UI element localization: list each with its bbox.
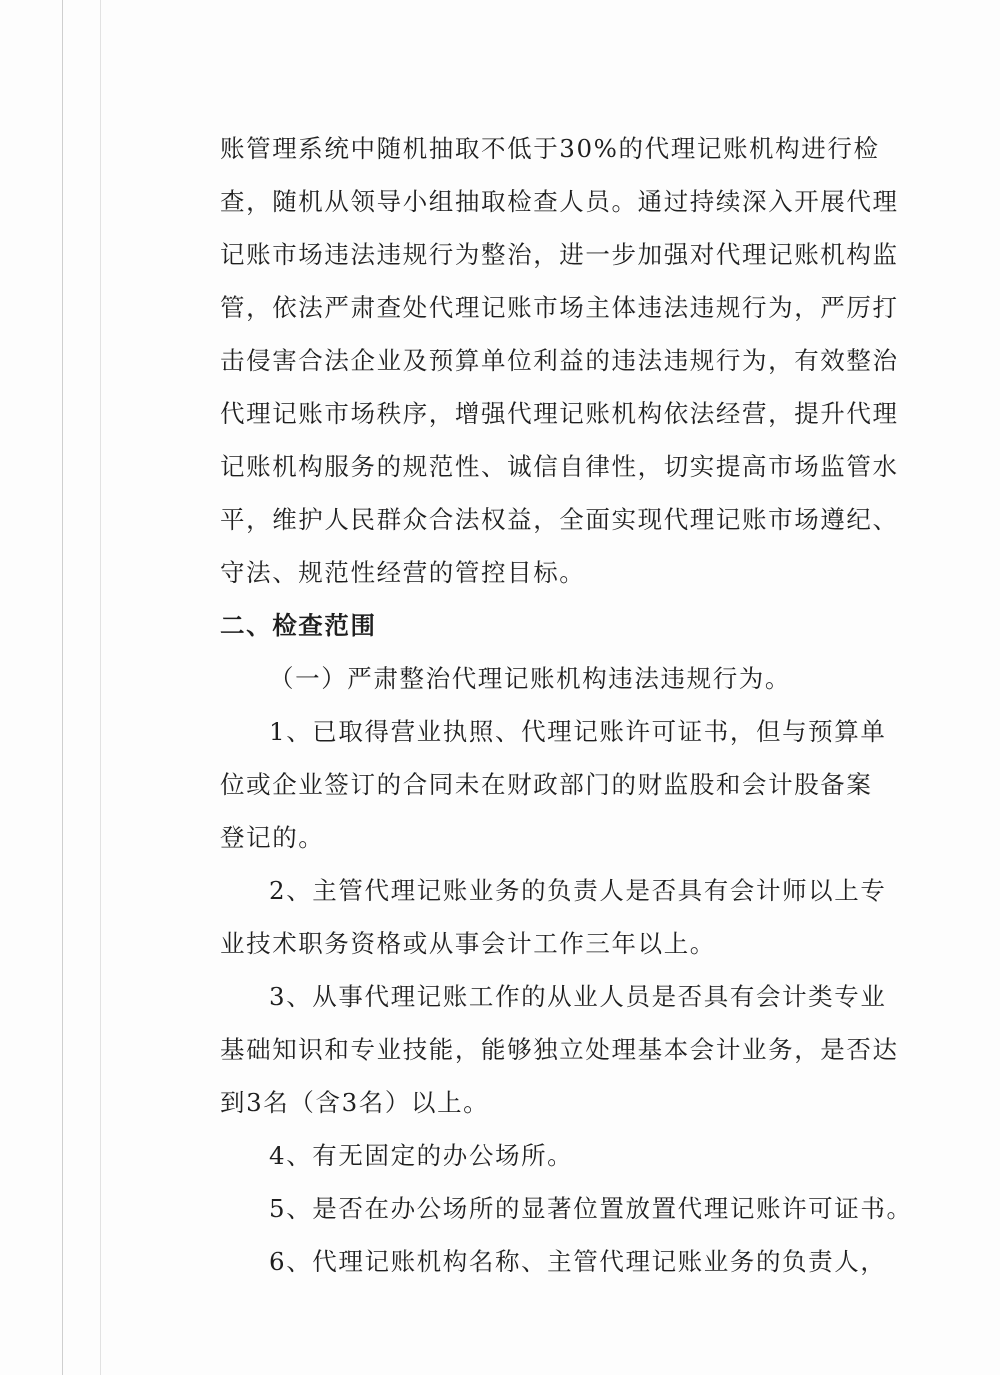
paragraph-line: 记账机构服务的规范性、诚信自律性，切实提高市场监管水 xyxy=(220,452,899,481)
subsection-heading: （一）严肃整治代理记账机构违法违规行为。 xyxy=(269,664,791,693)
paragraph-line: 记账市场违法违规行为整治，进一步加强对代理记账机构监 xyxy=(220,240,899,269)
paragraph-line: 管，依法严肃查处代理记账市场主体违法违规行为，严厉打 xyxy=(220,293,899,322)
paragraph-line: 平，维护人民群众合法权益，全面实现代理记账市场遵纪、 xyxy=(220,505,899,534)
list-item-line: 4、有无固定的办公场所。 xyxy=(269,1141,574,1170)
list-item-line: 登记的。 xyxy=(220,823,325,852)
paragraph-line: 守法、规范性经营的管控目标。 xyxy=(220,558,586,587)
list-item-line: 基础知识和专业技能，能够独立处理基本会计业务，是否达 xyxy=(220,1035,899,1064)
list-item-line: 到3名（含3名）以上。 xyxy=(220,1088,490,1117)
section-heading: 二、检查范围 xyxy=(220,611,377,640)
list-item-line: 位或企业签订的合同未在财政部门的财监股和会计股备案 xyxy=(220,770,873,799)
list-item-line: 业技术职务资格或从事会计工作三年以上。 xyxy=(220,929,716,958)
list-item-line: 5、是否在办公场所的显著位置放置代理记账许可证书。 xyxy=(269,1194,913,1223)
paragraph-line: 代理记账市场秩序，增强代理记账机构依法经营，提升代理 xyxy=(220,399,899,428)
paragraph-line: 查，随机从领导小组抽取检查人员。通过持续深入开展代理 xyxy=(220,187,899,216)
document-body xyxy=(220,122,913,1288)
list-item-line: 6、代理记账机构名称、主管代理记账业务的负责人， xyxy=(269,1247,887,1276)
list-item-line: 1、已取得营业执照、代理记账许可证书，但与预算单 xyxy=(269,717,887,746)
binding-margin-line-inner xyxy=(100,0,101,1375)
paragraph-line: 击侵害合法企业及预算单位利益的违法违规行为，有效整治 xyxy=(220,346,899,375)
list-item-line: 3、从事代理记账工作的从业人员是否具有会计类专业 xyxy=(269,982,887,1011)
binding-margin-line xyxy=(62,0,63,1375)
paragraph-line: 账管理系统中随机抽取不低于30%的代理记账机构进行检 xyxy=(220,134,880,163)
list-item-line: 2、主管代理记账业务的负责人是否具有会计师以上专 xyxy=(269,876,887,905)
